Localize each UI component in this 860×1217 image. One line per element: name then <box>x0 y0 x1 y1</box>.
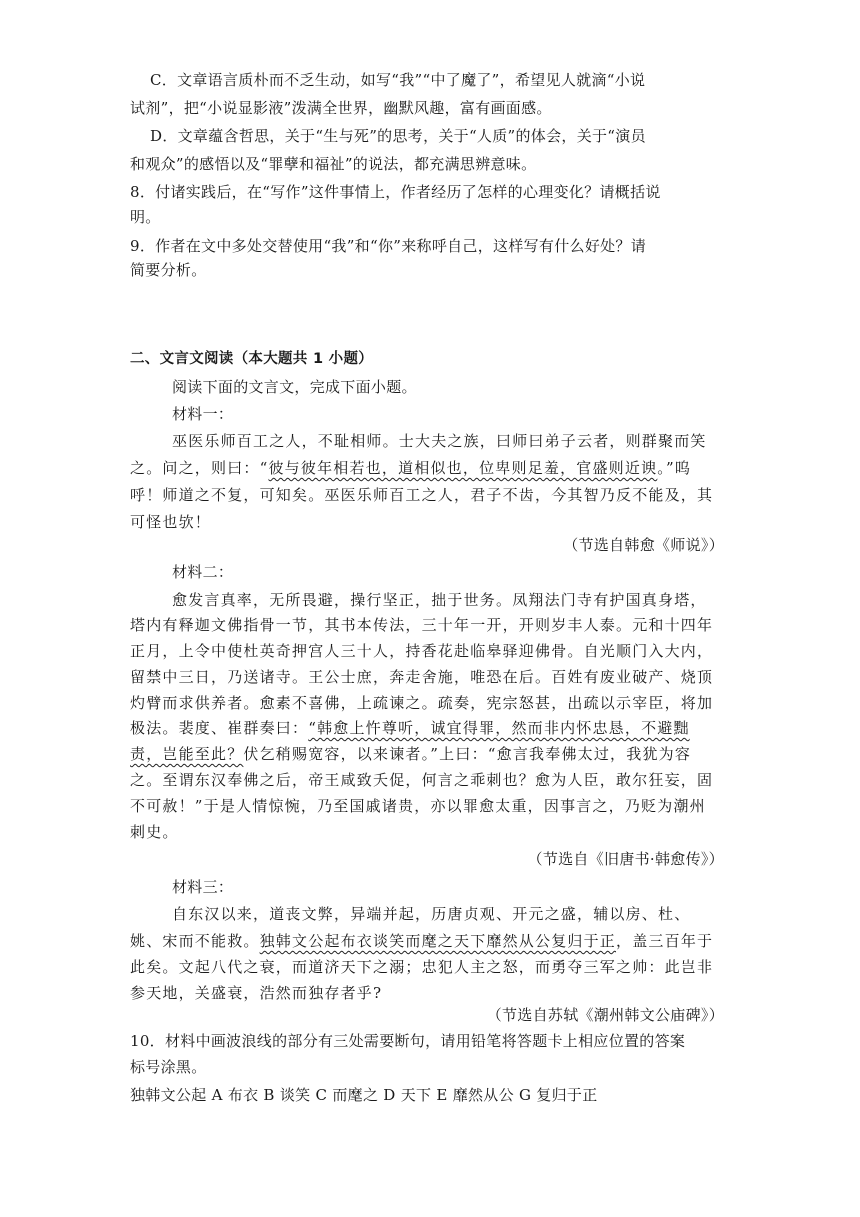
material-2-line6: 极法。裴度、崔群奏曰：“韩愈上忤尊听，诚宜得罪，然而非内怀忠恳，不避黜 <box>130 719 690 737</box>
material-3-line2: 姚、宋而不能救。独韩文公起布衣谈笑而麾之天下靡然从公复归于正，盖三百年于 <box>130 932 714 950</box>
question-9-line2: 简要分析。 <box>130 261 207 279</box>
section-heading: 二、文言文阅读（本大题共 1 小题） <box>130 351 374 367</box>
material-3-line1: 自东汉以来，道丧文弊，异端并起，历唐贞观、开元之盛，辅以房、杜、 <box>172 905 691 923</box>
wavy-underline-passage: 独韩文公起布衣谈笑而麾之天下靡然从公复归于正 <box>259 932 617 950</box>
material-2-line3: 正月，上令中使杜英奇押宫人三十人，持香花赴临皋驿迎佛骨。自光顺门入大内， <box>130 642 714 660</box>
material-2-line7: 责，岂能至此？伏乞稍赐宽容，以来谏者。”上曰：“愈言我奉佛太过，我犹为容 <box>130 745 692 763</box>
section-intro: 阅读下面的文言文，完成下面小题。 <box>172 378 417 396</box>
material-2-line8: 之。至谓东汉奉佛之后，帝王咸致夭促，何言之乖刺也？愈为人臣，敢尔狂妄，固 <box>130 771 714 789</box>
material-2-line9: 不可赦！”于是人情惊惋，乃至国戚诸贵，亦以罪愈太重，因事言之，乃贬为潮州 <box>130 797 706 815</box>
material-1-line1: 巫医乐师百工之人，不耻相师。士大夫之族，曰师曰弟子云者，则群聚而笑 <box>172 432 707 450</box>
material-2-label: 材料二： <box>172 563 234 581</box>
material-3-line3: 此矣。文起八代之衰，而道济天下之溺；忠犯人主之怒，而勇夺三军之帅：此岂非 <box>130 958 714 976</box>
material-2-line5: 灼臂而求供养者。愈素不喜佛，上疏谏之。疏奏，宪宗怒甚，出疏以示宰臣，将加 <box>130 694 714 712</box>
question-9-line1: 9．作者在文中多处交替使用“我”和“你”来称呼自己，这样写有什么好处？请 <box>130 237 647 255</box>
material-1-source: （节选自韩愈《师说》） <box>563 536 724 554</box>
wavy-underline-passage: 责，岂能至此？ <box>130 745 244 763</box>
wavy-underline-passage: 彼与彼年相若也，道相似也，位卑则足羞，官盛则近谀 <box>268 459 658 477</box>
question-10-line1: 10．材料中画波浪线的部分有三处需要断句，请用铅笔将答题卡上相应位置的答案 <box>130 1032 686 1050</box>
question-8-line2: 明。 <box>130 208 161 226</box>
material-2-source: （节选自《旧唐书·韩愈传》） <box>527 850 724 868</box>
material-1-label: 材料一： <box>172 405 234 423</box>
material-1-line3: 呼！师道之不复，可知矣。巫医乐师百工之人，君子不齿，今其智乃反不能及，其 <box>130 486 714 504</box>
question-10-line2: 标号涂黑。 <box>130 1058 207 1076</box>
material-2-line4: 留禁中三日，乃送诸寺。王公士庶，奔走舍施，唯恐在后。百姓有废业破产、烧顶 <box>130 668 714 686</box>
material-2-line2: 塔内有释迦文佛指骨一节，其书本传法，三十年一开，开则岁丰人泰。元和十四年 <box>130 616 714 634</box>
material-3-line4: 参天地，关盛衰，浩然而独存者乎? <box>130 984 383 1002</box>
question-10-answer-line: 独韩文公起 A 布衣 B 谈笑 C 而麾之 D 天下 E 靡然从公 G 复归于正 <box>130 1086 598 1104</box>
material-3-source: （节选自苏轼《潮州韩文公庙碑》） <box>486 1006 724 1024</box>
option-c-line1: C．文章语言质朴而不乏生动，如写“我”“中了魔了”，希望见人就滴“小说 <box>150 71 646 89</box>
material-3-label: 材料三： <box>172 878 234 896</box>
option-c-line2: 试剂”，把“小说显影液”泼满全世界，幽默风趣，富有画面感。 <box>130 99 552 117</box>
material-1-line2: 之。问之，则曰：“彼与彼年相若也，道相似也，位卑则足羞，官盛则近谀。”呜 <box>130 459 692 477</box>
material-2-line10: 刺史。 <box>130 823 179 841</box>
question-8-line1: 8．付诸实践后，在“写作”这件事情上，作者经历了怎样的心理变化？请概括说 <box>130 183 661 201</box>
material-2-line1: 愈发言真率，无所畏避，操行坚正，拙于世务。凤翔法门寺有护国真身塔， <box>172 591 707 609</box>
material-1-line4: 可怪也欤！ <box>130 513 212 531</box>
option-d-line2: 和观众”的感悟以及“罪孽和福祉”的说法，都充满思辨意味。 <box>130 155 537 173</box>
option-d-line1: D．文章蕴含哲思，关于“生与死”的思考，关于“人质”的体会，关于“演员 <box>150 127 646 145</box>
wavy-underline-passage: “韩愈上忤尊听，诚宜得罪，然而非内怀忠恳，不避黜 <box>308 719 690 737</box>
